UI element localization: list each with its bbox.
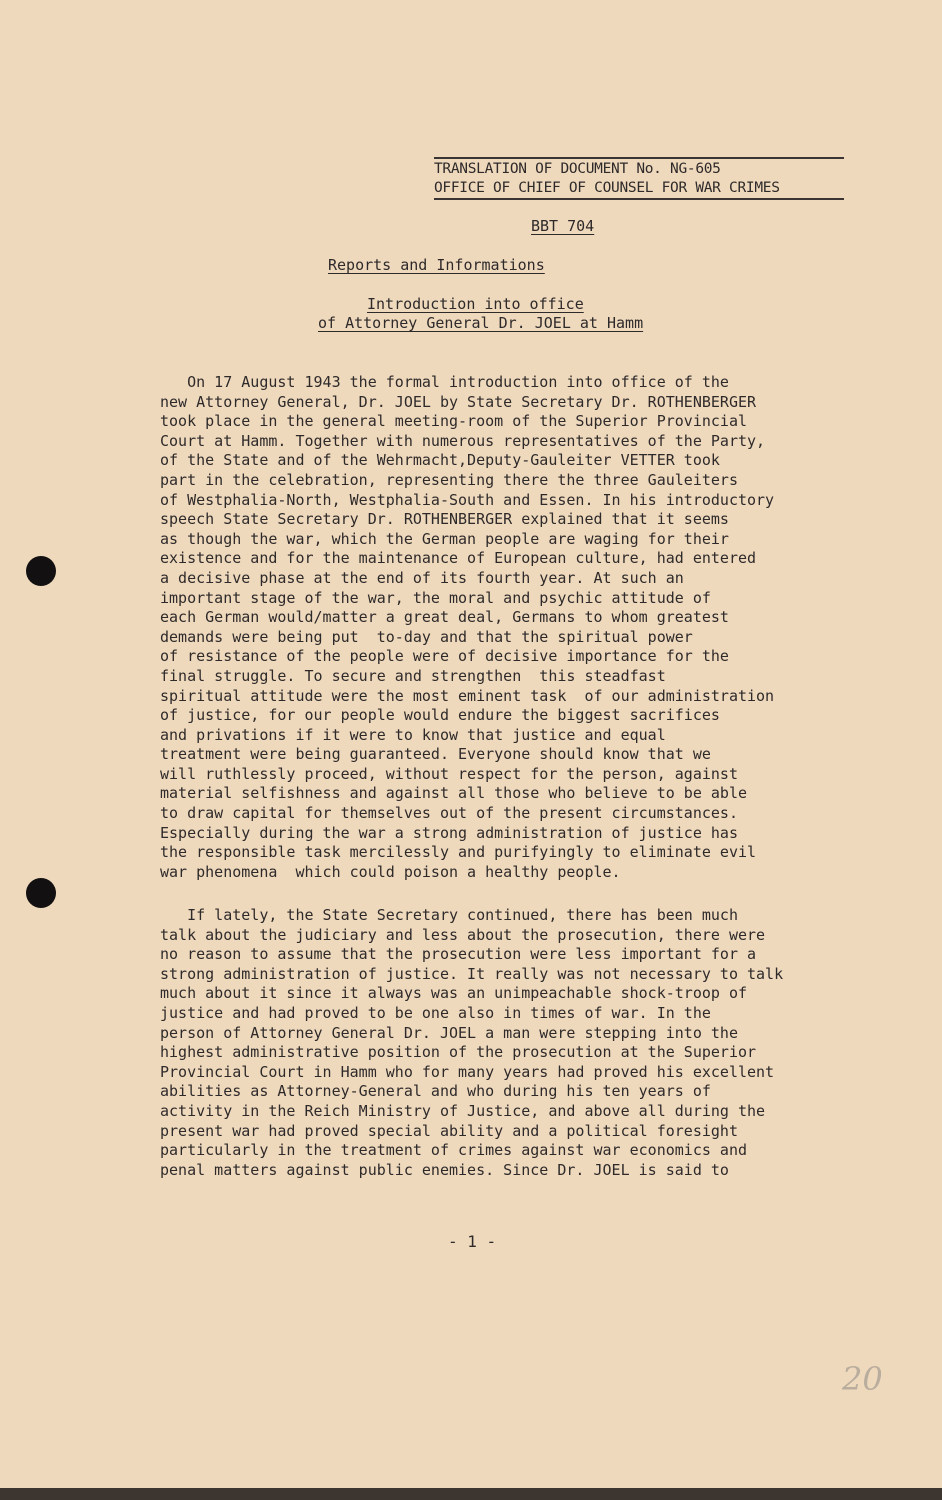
text-line: person of Attorney General Dr. JOEL a man were stepping into the [160, 1023, 738, 1042]
text-line: a decisive phase at the end of its fourth year. At such an [160, 568, 684, 587]
text-line: material selfishness and against all those who believe to be able [160, 784, 747, 803]
reference-number: BBT 704 [531, 217, 595, 235]
text-line: new Attorney General, Dr. JOEL by State Secretary Dr. ROTHENBERGER [160, 392, 757, 411]
text-line: demands were being put to-day and that the spiritual power [160, 627, 693, 646]
handwritten-page-note: 20 [842, 1360, 883, 1398]
scan-edge [0, 1488, 942, 1500]
text-line: of Westphalia-North, Westphalia-South and Essen. In his introductory [160, 490, 775, 509]
punch-hole [26, 556, 56, 586]
punch-hole [26, 878, 56, 908]
text-line: no reason to assume that the prosecution were less important for a [160, 945, 757, 964]
text-line: to draw capital for themselves out of the present circumstances. [160, 804, 738, 823]
text-line: of justice, for our people would endure the biggest sacrifices [160, 706, 720, 725]
paragraph-1 [160, 373, 840, 882]
text-line: will ruthlessly proceed, without respect for the person, against [160, 764, 738, 783]
text-line: speech State Secretary Dr. ROTHENBERGER explained that it seems [160, 510, 729, 529]
text-line: talk about the judiciary and less about the prosecution, there were [160, 925, 766, 944]
page-number: - 1 - [448, 1232, 497, 1251]
paragraph-2 [160, 906, 840, 1180]
text-line: final struggle. To secure and strengthen this steadfast [160, 666, 666, 685]
title-line-2: of Attorney General Dr. JOEL at Hamm [318, 314, 644, 332]
text-line: Court at Hamm. Together with numerous representatives of the Party, [160, 431, 766, 450]
text-line: present war had proved special ability and a political foresight [160, 1121, 738, 1140]
text-line: highest administrative position of the prosecution at the Superior [160, 1043, 757, 1062]
text-line: as though the war, which the German people are waging for their [160, 529, 729, 548]
text-line: Provincial Court in Hamm who for many years had proved his excellent [160, 1062, 775, 1081]
text-line: Especially during the war a strong administration of justice has [160, 823, 738, 842]
section-heading: Reports and Informations [328, 256, 545, 274]
text-line: much about it since it always was an unimpeachable shock-troop of [160, 984, 747, 1003]
text-line: strong administration of justice. It really was not necessary to talk [160, 964, 784, 983]
text-line: penal matters against public enemies. Since Dr. JOEL is said to [160, 1160, 729, 1179]
text-line: war phenomena which could poison a healthy people. [160, 862, 621, 881]
title-line-1: Introduction into office [367, 295, 584, 313]
text-line: and privations if it were to know that justice and equal [160, 725, 666, 744]
text-line: the responsible task mercilessly and purifyingly to eliminate evil [160, 843, 757, 862]
text-line: spiritual attitude were the most eminent task of our administration [160, 686, 775, 705]
header-line-2: OFFICE OF CHIEF OF COUNSEL FOR WAR CRIMES [434, 179, 844, 200]
text-line: abilities as Attorney-General and who during his ten years of [160, 1082, 711, 1101]
text-line: of the State and of the Wehrmacht,Deputy-Gauleiter VETTER took [160, 451, 720, 470]
text-line: each German would/matter a great deal, Germans to whom greatest [160, 608, 729, 627]
translation-header [434, 157, 844, 200]
header-line-1: TRANSLATION OF DOCUMENT No. NG-605 [434, 157, 844, 179]
text-line: On 17 August 1943 the formal introduction into office of the [160, 373, 729, 391]
text-line: important stage of the war, the moral and psychic attitude of [160, 588, 711, 607]
text-line: justice and had proved to be one also in times of war. In the [160, 1003, 711, 1022]
text-line: treatment were being guaranteed. Everyone should know that we [160, 745, 711, 764]
text-line: existence and for the maintenance of European culture, had entered [160, 549, 757, 568]
text-line: took place in the general meeting-room of the Superior Provincial [160, 412, 747, 431]
text-line: activity in the Reich Ministry of Justice, and above all during the [160, 1101, 766, 1120]
text-line: If lately, the State Secretary continued, there has been much [160, 906, 738, 924]
text-line: particularly in the treatment of crimes against war economics and [160, 1141, 747, 1160]
text-line: of resistance of the people were of decisive importance for the [160, 647, 729, 666]
text-line: part in the celebration, representing there the three Gauleiters [160, 470, 738, 489]
